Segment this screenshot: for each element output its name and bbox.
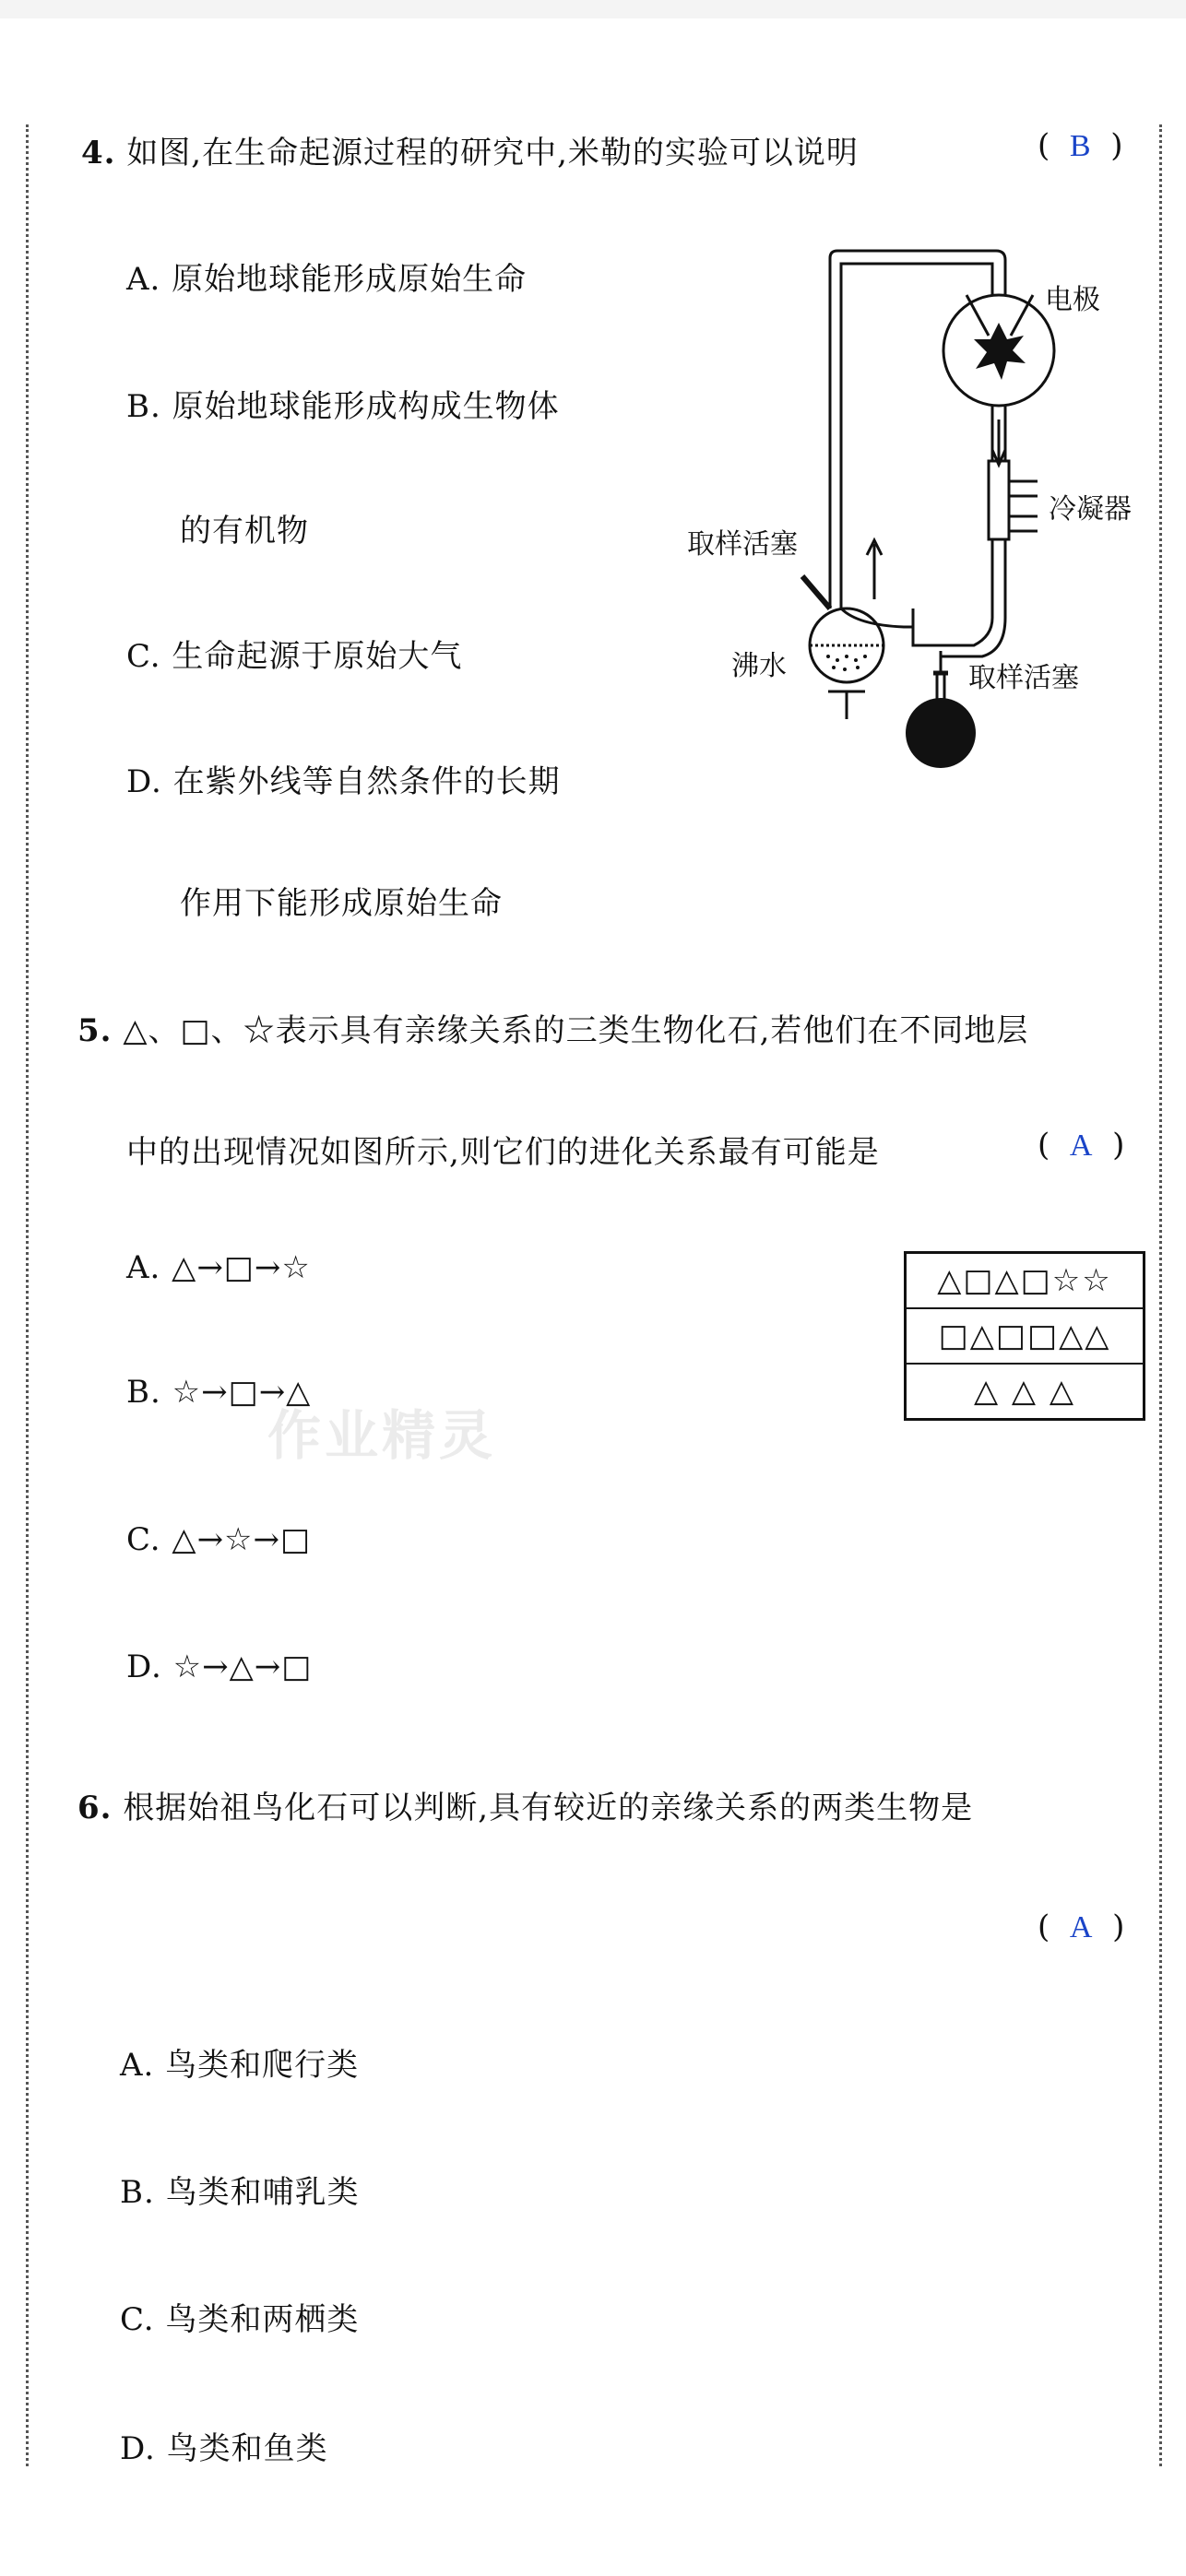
q4-number: 4.: [81, 135, 116, 171]
label-boiling-water: 沸水: [731, 650, 787, 682]
stratum-bottom: △ △ △: [906, 1364, 1144, 1420]
q4-stem: [81, 127, 859, 172]
q4-answer: B: [1069, 129, 1091, 163]
sampling-stopcock-top: [802, 576, 830, 609]
q6-stem-text: 根据始祖鸟化石可以判断,具有较近的亲缘关系的两类生物是: [123, 1790, 974, 1826]
q4-stem-text: 如图,在生命起源过程的研究中,米勒的实验可以说明: [126, 135, 859, 171]
q4-option-c: C. 生命起源于原始大气: [126, 638, 463, 675]
q5-option-d: D. ☆→△→□: [126, 1648, 313, 1685]
q6-answer: A: [1069, 1910, 1093, 1944]
q4-option-d-line1: D. 在紫外线等自然条件的长期: [126, 763, 561, 800]
q6-stem: [77, 1782, 973, 1827]
q6-option-b: B. 鸟类和哺乳类: [120, 2174, 360, 2211]
q6-option-d: D. 鸟类和鱼类: [120, 2430, 328, 2467]
q6-option-a: A. 鸟类和爬行类: [120, 2047, 360, 2084]
q6-option-c: C. 鸟类和两栖类: [120, 2301, 360, 2338]
q5-option-c: C. △→☆→□: [126, 1521, 312, 1558]
q4-answer-paren: ( B ): [1038, 127, 1123, 164]
q5-stem-text-1: △、□、☆表示具有亲缘关系的三类生物化石,若他们在不同地层: [123, 1012, 1029, 1049]
label-sampling-top: 取样活塞: [687, 528, 798, 561]
spark-icon: [974, 323, 1026, 380]
q6-answer-paren: ( A ): [1038, 1908, 1125, 1945]
top-tube-inner: [841, 264, 992, 609]
q5-option-b: B. ☆→□→△: [126, 1374, 312, 1411]
q5-answer: A: [1069, 1128, 1093, 1163]
q5-option-a: A. △→□→☆: [126, 1249, 311, 1286]
q6-number: 6.: [77, 1790, 113, 1826]
top-strip: [0, 0, 1186, 18]
condenser-body: [989, 461, 1009, 539]
q5-answer-paren: ( A ): [1038, 1127, 1125, 1164]
burner: [828, 691, 865, 719]
label-electrode: 电极: [1045, 284, 1100, 316]
stratum-middle: □△□□△△: [906, 1308, 1144, 1364]
watermark: 作业精灵: [267, 1404, 497, 1467]
q4-option-b-line1: B. 原始地球能形成构成生物体: [126, 388, 560, 425]
q4-option-b-line2: 的有机物: [180, 513, 309, 549]
flow-arrow-down: [992, 419, 1005, 465]
q4-option-d-line2: 作用下能形成原始生命: [180, 885, 503, 922]
right-dotted-margin: [1159, 124, 1162, 2466]
label-condenser: 冷凝器: [1049, 493, 1132, 526]
strata-table: [904, 1251, 1145, 1421]
collection-flask: [906, 698, 976, 768]
top-tube-outer: [830, 251, 1005, 609]
q5-stem-line1: [77, 1005, 1028, 1050]
left-dotted-margin: [26, 124, 29, 2466]
label-sampling-bottom: 取样活塞: [968, 662, 1079, 694]
q4-option-a: A. 原始地球能形成原始生命: [126, 261, 528, 298]
q5-stem-line2: 中的出现情况如图所示,则它们的进化关系最有可能是: [126, 1134, 880, 1171]
stratum-top: △□△□☆☆: [906, 1253, 1144, 1309]
q5-number: 5.: [77, 1012, 113, 1049]
flow-arrow-up: [867, 540, 882, 599]
